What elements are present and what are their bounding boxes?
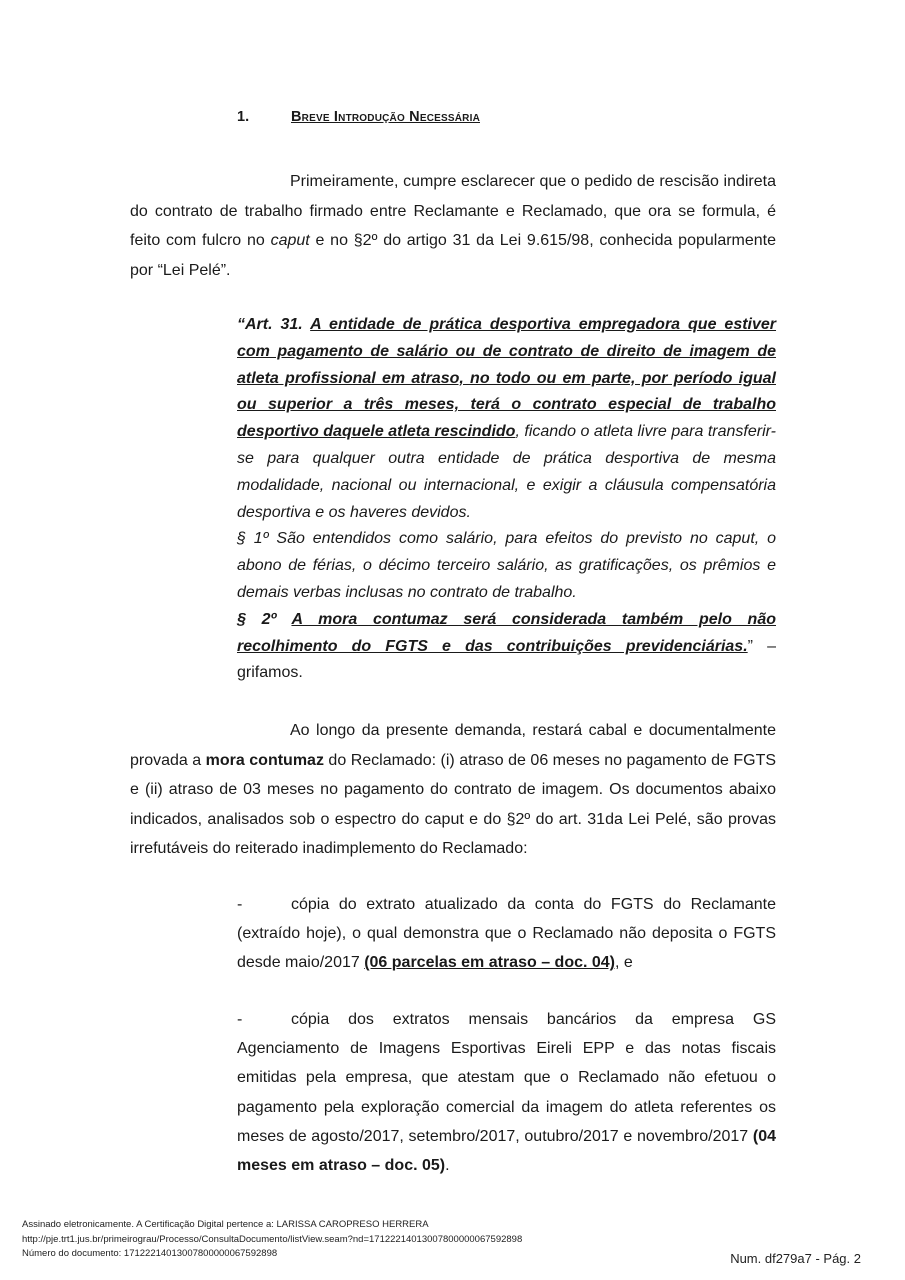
page-number: Num. df279a7 - Pág. 2 xyxy=(730,1251,861,1266)
list-item-text: cópia do extrato atualizado da conta do FGTS do Reclamante (extraído hoje), o qual demonstra que o Reclamado não deposita o FGTS desde maio/2017 xyxy=(237,896,776,972)
list-item-dash: - xyxy=(237,896,243,913)
quote-article-label: “Art. 31. xyxy=(237,316,311,333)
quote-underlined-1: A entidade de prática desportiva empregadora que estiver com pagamento de salário ou de contrato de direito de imagem de atleta profissional em atraso, no todo ou em parte, por período igual ou superior a três meses, terá o contrato especial de trabalho desportivo daquele atleta rescindido xyxy=(237,316,777,441)
intro-paragraph xyxy=(130,167,776,285)
body-text-2: do Reclamado: (i) atraso de 06 meses no pagamento de FGTS e (ii) atraso de 03 meses no pagamento do contrato de imagem. Os documentos abaixo indicados, analisados sob o espectro do caput e do §2º do art. 31da Lei Pelé, são provas irrefutáveis do reiterado inadimplemento do Reclamado: xyxy=(130,751,777,857)
law-quote xyxy=(237,312,776,687)
list-item xyxy=(237,890,776,978)
list-item-emphasis: (04 meses em atraso – doc. 05) xyxy=(237,1127,776,1175)
section-title: Breve Introdução Necessária xyxy=(291,109,480,125)
quote-paragraph-2 xyxy=(237,607,776,687)
footer-url-line: http://pje.trt1.jus.br/primeirograu/Processo/ConsultaDocumento/listView.seam?nd=17122214013007800000067592898 xyxy=(22,1233,523,1245)
intro-caput: caput xyxy=(270,232,310,249)
section-number: 1. xyxy=(237,109,250,125)
body-paragraph xyxy=(130,716,776,864)
list-item-tail: , e xyxy=(615,954,633,972)
section-heading xyxy=(237,109,480,125)
body-bold: mora contumaz xyxy=(205,751,324,769)
list-item-text: cópia dos extratos mensais bancários da empresa GS Agenciamento de Imagens Esportivas Eireli EPP e das notas fiscais emitidas pela empresa, que atestam que o Reclamado não efetuou o pagamento pela exploração comercial da imagem do atleta referentes os meses de agosto/2017, setembro/2017, outubro/2017 e novembro/2017 xyxy=(237,1011,776,1145)
footer-document-number: Número do documento: 17122214013007800000067592898 xyxy=(22,1248,278,1259)
quote-underlined-2: A mora contumaz será considerada também pelo não recolhimento do FGTS e das contribuições previdenciárias. xyxy=(237,610,776,655)
intro-text-1: Primeiramente, cumpre esclarecer que o pedido de rescisão indireta do contrato de trabalho firmado entre Reclamante e Reclamado, que ora se formula, é feito com fulcro no xyxy=(130,173,776,249)
quote-article xyxy=(237,312,776,526)
list-item-tail: . xyxy=(445,1157,450,1175)
quote-close: ” – grifamos. xyxy=(237,637,777,682)
quote-paragraph-1: § 1º São entendidos como salário, para efeitos do previsto no caput, o abono de férias, o décimo terceiro salário, as gratificações, os prêmios e demais verbas inclusas no contrato de trabalho. xyxy=(237,530,776,601)
list-item-emphasis: (06 parcelas em atraso – doc. 04) xyxy=(364,954,615,972)
body-text-1: Ao longo da presente demanda, restará cabal e documentalmente provada a xyxy=(130,722,776,769)
footer-signature-line: Assinado eletronicamente. A Certificação Digital pertence a: LARISSA CAROPRESO HERRERA xyxy=(22,1219,429,1230)
quote-paragraph-2-label: § 2º xyxy=(237,610,292,628)
list-item xyxy=(237,1005,776,1180)
signature-footer xyxy=(22,1218,522,1262)
quote-rest-1: , ficando o atleta livre para transferir-se para qualquer outra entidade de prática desportiva de mesma modalidade, nacional ou internacional, e exigir a cláusula compensatória desportiva e os haveres devidos. xyxy=(237,423,776,521)
intro-text-2: e no §2º do artigo 31 da Lei 9.615/98, conhecida popularmente por “Lei Pelé”. xyxy=(130,232,777,279)
list-item-dash: - xyxy=(237,1011,243,1028)
